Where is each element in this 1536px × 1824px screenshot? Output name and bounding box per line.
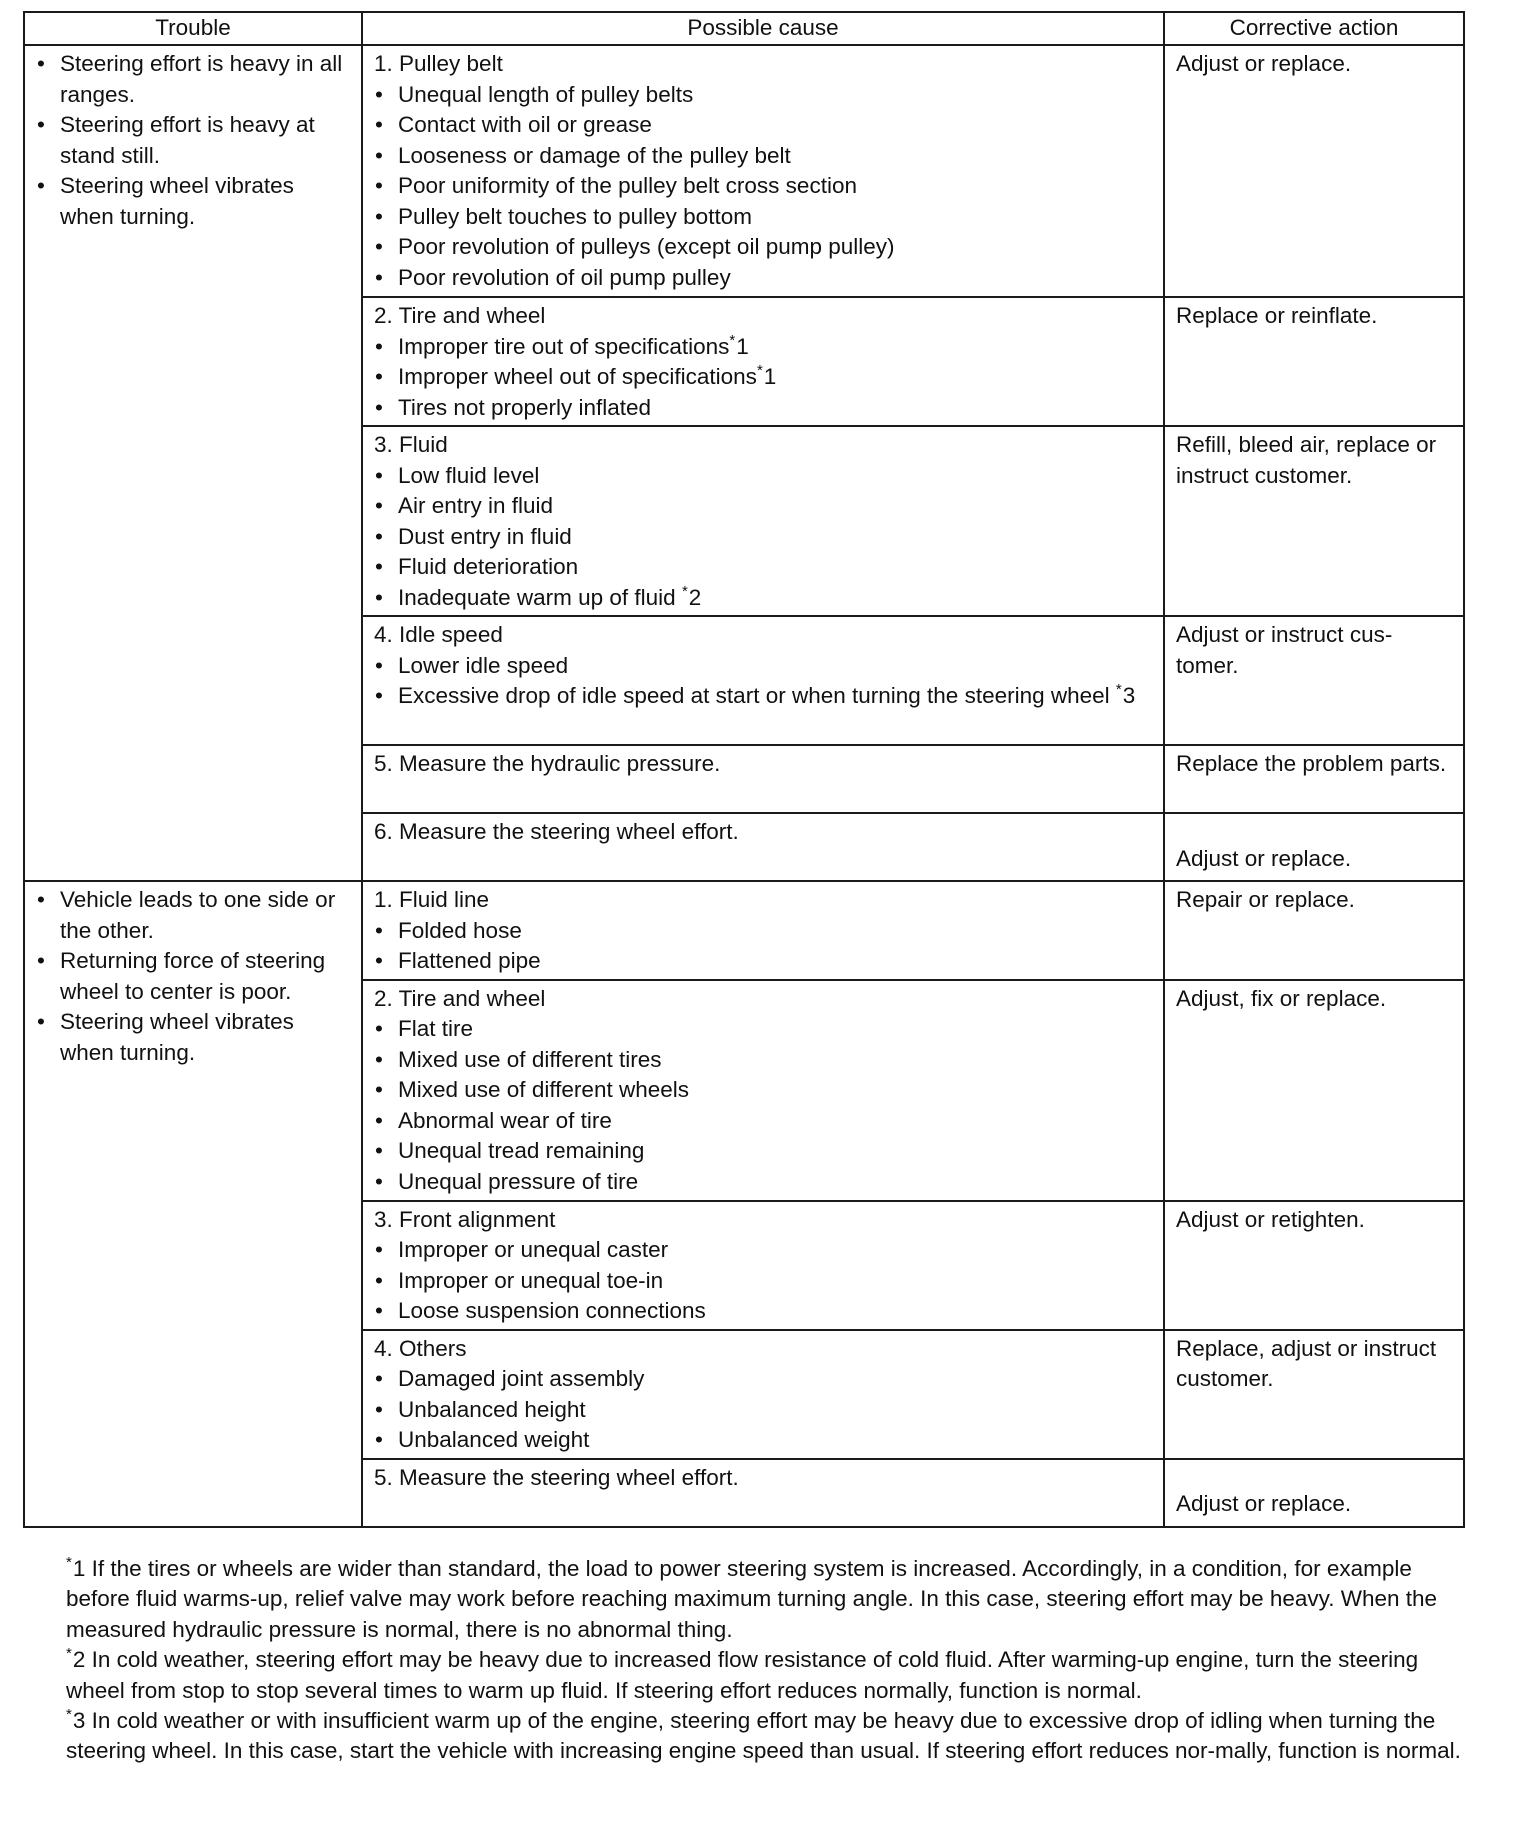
cause-cell xyxy=(362,1201,1164,1330)
cause-item: • Improper or unequal toe-in xyxy=(374,1266,1153,1297)
cause-item: • Fluid deterioration xyxy=(374,552,1153,583)
trouble-item: • Returning force of steering wheel to center is poor. xyxy=(37,948,326,1004)
cause-item: • Tires not properly inflated xyxy=(374,393,1153,424)
cause-item: • Low fluid level xyxy=(374,461,1153,492)
cause-title: 6. Measure the steering wheel effort. xyxy=(374,819,739,844)
cause-item: • Loose suspension connections xyxy=(374,1296,1153,1327)
bullet: • xyxy=(375,1366,383,1391)
trouble-item: • Steering wheel vibrates when turning. xyxy=(37,1009,294,1065)
action-cell: Adjust or replace. xyxy=(1164,1459,1464,1527)
cause-title: 5. Measure the steering wheel effort. xyxy=(374,1464,739,1490)
bullet: • xyxy=(375,1237,383,1262)
header-row xyxy=(24,12,1464,45)
cause-title: 4. Others xyxy=(374,1335,467,1361)
bullet: • xyxy=(375,652,383,678)
bullet: • xyxy=(375,1138,383,1163)
bullet: • xyxy=(375,112,383,137)
footnote-1 xyxy=(66,1554,1466,1645)
footnote-text: 3 In cold weather or with insufficient warm up of the engine, steering effort may be heavy due to excessive drop of idling when turning the steering wheel. In this case, start the vehicle with increasing engine speed than usual. If steering effort reduces nor-mally, function is normal. xyxy=(66,1708,1461,1764)
cause-item: • Lower idle speed xyxy=(374,651,1153,682)
cause-item: • Poor uniformity of the pulley belt cross section xyxy=(374,171,1153,202)
bullet: • xyxy=(375,462,383,488)
bullet: • xyxy=(375,234,383,259)
cause-item: • Improper tire out of specifications*1 xyxy=(374,332,1153,363)
cause-title: 3. Front alignment xyxy=(374,1206,556,1232)
footnote-mark: * xyxy=(729,331,736,349)
cause-cell xyxy=(362,45,1164,297)
header-trouble: Trouble xyxy=(24,12,362,45)
action-cell: Replace, adjust or instruct customer. xyxy=(1164,1330,1464,1459)
cause-item: • Pulley belt touches to pulley bottom xyxy=(374,202,1153,233)
bullet: • xyxy=(375,173,383,198)
bullet: • xyxy=(375,1427,383,1452)
header-possible-cause: Possible cause xyxy=(362,12,1164,45)
action-cell: Replace or reinflate. xyxy=(1164,297,1464,426)
trouble-item: • Steering effort is heavy in all ranges. xyxy=(37,51,343,107)
bullet: • xyxy=(37,51,45,76)
footnote-2 xyxy=(66,1645,1466,1706)
footnote-mark: * xyxy=(66,1554,72,1571)
cause-item: • Improper or unequal caster xyxy=(374,1235,1153,1266)
bullet: • xyxy=(375,493,383,518)
bullet: • xyxy=(375,523,383,549)
bullet: • xyxy=(375,1046,383,1072)
footnote-ref: 2 xyxy=(688,584,702,610)
cause-item: • Unbalanced weight xyxy=(374,1425,1153,1456)
cause-item: • Improper wheel out of specifications*1 xyxy=(374,362,1153,393)
cause-item: • Inadequate warm up of fluid *2 xyxy=(374,583,1153,614)
header-corrective-action: Corrective action xyxy=(1164,12,1464,45)
cause-title: 2. Tire and wheel xyxy=(374,303,546,328)
action-cell: Adjust or instruct cus-tomer. xyxy=(1164,616,1464,745)
cause-cell xyxy=(362,297,1164,426)
action-cell: Refill, bleed air, replace or instruct customer. xyxy=(1164,426,1464,616)
cause-title: 3. Fluid xyxy=(374,432,448,457)
action-cell: Adjust or replace. xyxy=(1164,45,1464,297)
cause-item: • Poor revolution of oil pump pulley xyxy=(374,263,1153,294)
cause-item: • Mixed use of different wheels xyxy=(374,1075,1153,1106)
bullet: • xyxy=(375,1016,383,1041)
bullet: • xyxy=(375,81,383,107)
footnote-mark: * xyxy=(756,362,763,379)
bullet: • xyxy=(375,333,383,359)
cause-item: • Abnormal wear of tire xyxy=(374,1106,1153,1137)
cause-title: 5. Measure the hydraulic pressure. xyxy=(374,751,721,776)
footnote-mark: * xyxy=(66,1645,72,1663)
footnote-mark: * xyxy=(1115,681,1122,698)
cause-title: 1. Fluid line xyxy=(374,887,490,912)
cause-cell xyxy=(362,1459,1164,1527)
bullet: • xyxy=(375,584,383,610)
cause-item: • Folded hose xyxy=(374,916,1153,947)
footnote-text: 1 If the tires or wheels are wider than standard, the load to power steering system is increased. Accordingly, in a condition, for example before fluid warms-up, relief valve may work before reaching maximum turning angle. In this case, steering effort may be heavy. When the measured hydraulic pressure is normal, there is no abnormal thing. xyxy=(66,1556,1438,1642)
cause-title: 1. Pulley belt xyxy=(374,51,503,76)
bullet: • xyxy=(375,1267,383,1293)
cause-item: • Unequal tread remaining xyxy=(374,1136,1153,1167)
trouble-item: • Vehicle leads to one side or the other. xyxy=(37,887,336,943)
bullet: • xyxy=(375,1298,383,1323)
bullet: • xyxy=(375,394,383,420)
bullet: • xyxy=(375,554,383,579)
bullet: • xyxy=(37,948,45,973)
cause-cell xyxy=(362,616,1164,745)
footnote-mark: * xyxy=(66,1706,72,1724)
cause-item: • Contact with oil or grease xyxy=(374,110,1153,141)
bullet: • xyxy=(375,683,383,708)
trouble-item: • Steering wheel vibrates when turning. xyxy=(37,173,294,229)
bullet: • xyxy=(37,112,45,137)
bullet: • xyxy=(375,142,383,168)
action-cell: Repair or replace. xyxy=(1164,881,1464,980)
footnote-3 xyxy=(66,1706,1466,1767)
cause-cell xyxy=(362,881,1164,980)
cause-item: • Flattened pipe xyxy=(374,946,1153,977)
troubleshooting-table xyxy=(23,11,1465,1528)
cause-title: 4. Idle speed xyxy=(374,622,503,647)
bullet: • xyxy=(375,917,383,943)
cause-cell xyxy=(362,1330,1164,1459)
cause-item: • Flat tire xyxy=(374,1014,1153,1045)
cause-item: • Mixed use of different tires xyxy=(374,1045,1153,1076)
action-cell: Adjust, fix or replace. xyxy=(1164,980,1464,1201)
action-cell: Adjust or retighten. xyxy=(1164,1201,1464,1330)
cause-item: • Dust entry in fluid xyxy=(374,522,1153,553)
footnote-mark: * xyxy=(681,582,688,600)
footnotes xyxy=(66,1554,1466,1767)
trouble-item: • Steering effort is heavy at stand still. xyxy=(37,112,315,168)
bullet: • xyxy=(37,173,45,198)
cause-cell xyxy=(362,980,1164,1201)
cause-item: • Looseness or damage of the pulley belt xyxy=(374,141,1153,172)
footnote-ref: 3 xyxy=(1122,683,1136,708)
bullet: • xyxy=(375,1168,383,1194)
cause-item: • Excessive drop of idle speed at start or when turning the steering wheel *3 xyxy=(374,681,1153,712)
cause-item: • Unequal length of pulley belts xyxy=(374,80,1153,111)
bullet: • xyxy=(375,264,383,290)
cause-item: • Air entry in fluid xyxy=(374,491,1153,522)
cause-item: • Unequal pressure of tire xyxy=(374,1167,1153,1198)
cause-item: • Damaged joint assembly xyxy=(374,1364,1153,1395)
bullet: • xyxy=(37,887,45,912)
table-row xyxy=(24,45,1464,297)
footnote-text: 2 In cold weather, steering effort may be heavy due to increased flow resistance of cold fluid. After warming-up engine, turn the steering wheel from stop to stop several times to warm up fluid. If steering effort reduces normally, function is normal. xyxy=(66,1647,1419,1703)
bullet: • xyxy=(375,1396,383,1422)
footnote-ref: 1 xyxy=(736,333,749,359)
bullet: • xyxy=(37,1009,45,1034)
bullet: • xyxy=(375,1077,383,1102)
cause-cell xyxy=(362,745,1164,813)
bullet: • xyxy=(375,364,383,389)
cause-cell xyxy=(362,813,1164,881)
cause-item: • Unbalanced height xyxy=(374,1395,1153,1426)
bullet: • xyxy=(375,948,383,973)
cause-item: • Poor revolution of pulleys (except oil pump pulley) xyxy=(374,232,1153,263)
cause-title: 2. Tire and wheel xyxy=(374,985,546,1011)
action-cell: Replace the problem parts. xyxy=(1164,745,1464,813)
action-cell: Adjust or replace. xyxy=(1164,813,1464,881)
trouble-cell-1 xyxy=(24,45,362,881)
table-row xyxy=(24,881,1464,980)
cause-cell xyxy=(362,426,1164,616)
footnote-ref: 1 xyxy=(763,364,777,389)
bullet: • xyxy=(375,203,383,229)
trouble-cell-2 xyxy=(24,881,362,1527)
bullet: • xyxy=(375,1107,383,1133)
